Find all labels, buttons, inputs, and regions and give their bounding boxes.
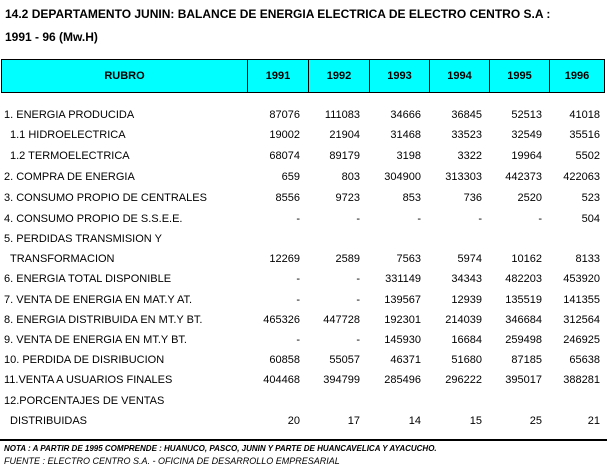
cell-1994: 33523 — [451, 129, 482, 141]
cell-1994: 3322 — [457, 150, 482, 162]
cell-1993: 145930 — [384, 334, 421, 346]
cell-1994: 15 — [469, 415, 482, 427]
cell-1996: 523 — [581, 192, 600, 204]
header-year-1996: 1996 — [549, 60, 604, 92]
cell-1994: 16684 — [451, 334, 482, 346]
cell-1995: 346684 — [505, 314, 542, 326]
table-row — [0, 189, 607, 209]
table-row — [0, 412, 607, 432]
row-label: 12.PORCENTAJES DE VENTAS — [4, 395, 165, 407]
header-year-1991: 1991 — [247, 60, 308, 92]
cell-1991: - — [296, 273, 300, 285]
cell-1994: 296222 — [445, 374, 482, 386]
cell-1996: 35516 — [569, 129, 600, 141]
table-row — [0, 291, 607, 311]
cell-1996: 453920 — [563, 273, 600, 285]
table-row — [0, 270, 607, 290]
cell-1994: 34343 — [451, 273, 482, 285]
cell-1995: 442373 — [505, 171, 542, 183]
table-bottom-rule-inner — [0, 440, 607, 441]
cell-1991: 60858 — [269, 354, 300, 366]
table-row — [0, 392, 607, 412]
row-label: 8. ENERGIA DISTRIBUIDA EN MT.Y BT. — [4, 314, 203, 326]
row-label: 5. PERDIDAS TRANSMISION Y — [4, 233, 162, 245]
cell-1995: - — [538, 213, 542, 225]
cell-1993: 285496 — [384, 374, 421, 386]
cell-1993: 34666 — [390, 109, 421, 121]
row-label: 9. VENTA DE ENERGIA EN MT.Y BT. — [4, 334, 187, 346]
cell-1994: 5974 — [457, 253, 482, 265]
table-row — [0, 331, 607, 351]
cell-1991: 659 — [281, 171, 300, 183]
cell-1996: 8133 — [575, 253, 600, 265]
cell-1995: 2520 — [517, 192, 542, 204]
table-row — [0, 168, 607, 188]
cell-1996: 21 — [587, 415, 600, 427]
header-rubro: RUBRO — [104, 70, 145, 82]
cell-1992: 9723 — [335, 192, 360, 204]
header-year-1994: 1994 — [429, 60, 489, 92]
cell-1993: 192301 — [384, 314, 421, 326]
cell-1994: 736 — [463, 192, 482, 204]
table-header — [1, 59, 605, 93]
row-label: 2. COMPRA DE ENERGIA — [4, 171, 135, 183]
table-row — [0, 210, 607, 230]
row-label: TRANSFORMACION — [10, 253, 115, 265]
cell-1993: 139567 — [384, 294, 421, 306]
table-subtitle: 1991 - 96 (Mw.H) — [5, 30, 98, 44]
row-label: 6. ENERGIA TOTAL DISPONIBLE — [4, 273, 172, 285]
row-label: DISTRIBUIDAS — [10, 415, 88, 427]
cell-1996: 504 — [581, 213, 600, 225]
cell-1996: 65638 — [569, 354, 600, 366]
cell-1992: 394799 — [323, 374, 360, 386]
row-label: 7. VENTA DE ENERGIA EN MAT.Y AT. — [4, 294, 193, 306]
cell-1995: 32549 — [511, 129, 542, 141]
table-row — [0, 311, 607, 331]
table-row — [0, 250, 607, 270]
cell-1995: 395017 — [505, 374, 542, 386]
cell-1996: 422063 — [563, 171, 600, 183]
row-label: 11.VENTA A USUARIOS FINALES — [4, 374, 173, 386]
table-note: NOTA : A PARTIR DE 1995 COMPRENDE : HUANUCO, PASCO, JUNIN Y PARTE DE HUANCAVELICA Y AYACUCHO. — [4, 444, 437, 453]
cell-1992: 803 — [341, 171, 360, 183]
cell-1996: 41018 — [569, 109, 600, 121]
cell-1995: 10162 — [511, 253, 542, 265]
cell-1991: - — [296, 334, 300, 346]
cell-1992: - — [356, 334, 360, 346]
table-row — [0, 351, 607, 371]
cell-1994: - — [478, 213, 482, 225]
cell-1991: 404468 — [263, 374, 300, 386]
cell-1993: 31468 — [390, 129, 421, 141]
cell-1993: 7563 — [396, 253, 421, 265]
cell-1996: 246925 — [563, 334, 600, 346]
cell-1995: 19964 — [511, 150, 542, 162]
cell-1991: - — [296, 213, 300, 225]
cell-1992: 17 — [347, 415, 360, 427]
row-label: 3. CONSUMO PROPIO DE CENTRALES — [4, 192, 207, 204]
cell-1995: 135519 — [505, 294, 542, 306]
header-year-1993: 1993 — [369, 60, 429, 92]
cell-1991: 465326 — [263, 314, 300, 326]
cell-1992: 2589 — [335, 253, 360, 265]
table-row — [0, 126, 607, 146]
cell-1992: 447728 — [323, 314, 360, 326]
cell-1991: - — [296, 294, 300, 306]
cell-1994: 214039 — [445, 314, 482, 326]
row-label: 1. ENERGIA PRODUCIDA — [4, 109, 135, 121]
cell-1991: 20 — [287, 415, 300, 427]
cell-1993: 331149 — [385, 273, 421, 285]
cell-1994: 51680 — [451, 354, 482, 366]
cell-1995: 87185 — [511, 354, 542, 366]
table-row — [0, 106, 607, 126]
cell-1993: 853 — [402, 192, 421, 204]
table-row — [0, 371, 607, 391]
cell-1995: 25 — [529, 415, 542, 427]
cell-1992: 89179 — [329, 150, 360, 162]
cell-1994: 36845 — [451, 109, 482, 121]
table-row — [0, 147, 607, 167]
table-title: 14.2 DEPARTAMENTO JUNIN: BALANCE DE ENERGIA ELECTRICA DE ELECTRO CENTRO S.A : — [5, 7, 551, 21]
cell-1993: 304900 — [384, 171, 421, 183]
cell-1992: - — [356, 273, 360, 285]
cell-1991: 19002 — [269, 129, 300, 141]
cell-1992: 21904 — [329, 129, 360, 141]
table-row — [0, 230, 607, 250]
cell-1993: 3198 — [396, 150, 421, 162]
cell-1994: 12939 — [451, 294, 482, 306]
row-label: 1.1 HIDROELECTRICA — [10, 129, 126, 141]
header-year-1995: 1995 — [489, 60, 549, 92]
cell-1992: - — [356, 213, 360, 225]
cell-1993: - — [417, 213, 421, 225]
cell-1995: 52513 — [511, 109, 542, 121]
cell-1993: 14 — [408, 415, 421, 427]
cell-1993: 46371 — [390, 354, 421, 366]
cell-1992: - — [356, 294, 360, 306]
cell-1992: 111083 — [324, 109, 360, 121]
cell-1996: 312564 — [563, 314, 600, 326]
cell-1992: 55057 — [329, 354, 360, 366]
row-label: 4. CONSUMO PROPIO DE S.S.E.E. — [4, 213, 183, 225]
cell-1996: 388281 — [563, 374, 600, 386]
cell-1996: 5502 — [575, 150, 600, 162]
table-source: FUENTE : ELECTRO CENTRO S.A. - OFICINA DE DESARROLLO EMPRESARIAL — [4, 456, 340, 466]
cell-1994: 313303 — [445, 171, 482, 183]
cell-1991: 68074 — [269, 150, 300, 162]
cell-1991: 8556 — [275, 192, 300, 204]
cell-1995: 482203 — [505, 273, 542, 285]
row-label: 10. PERDIDA DE DISRIBUCION — [4, 354, 165, 366]
cell-1991: 12269 — [269, 253, 300, 265]
cell-1996: 141355 — [563, 294, 600, 306]
row-label: 1.2 TERMOELECTRICA — [10, 150, 130, 162]
header-year-1992: 1992 — [308, 60, 369, 92]
cell-1991: 87076 — [269, 109, 300, 121]
cell-1995: 259498 — [505, 334, 542, 346]
